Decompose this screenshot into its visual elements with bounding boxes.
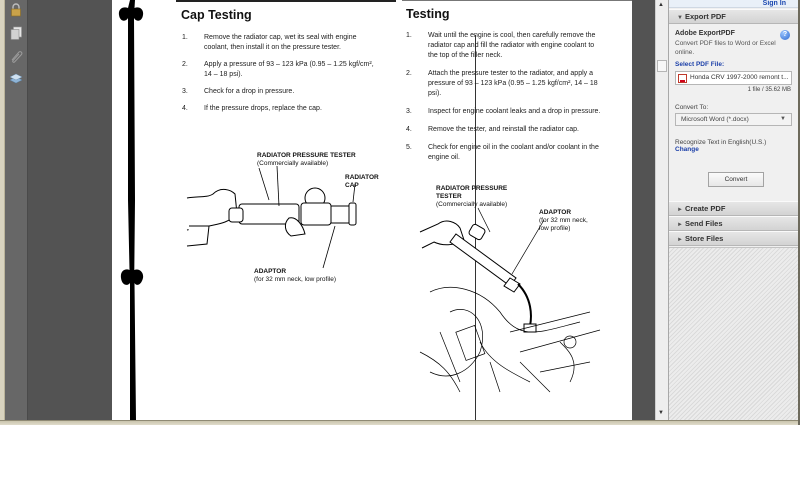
- convert-to-dropdown[interactable]: Microsoft Word (*.docx) ▼: [675, 113, 792, 126]
- select-pdf-file-label: Select PDF File:: [675, 61, 725, 68]
- selected-file-field[interactable]: Honda CRV 1997-2000 remont t...: [675, 71, 792, 85]
- page-top-rule-right: [402, 0, 632, 1]
- export-pdf-header[interactable]: ▼ Export PDF: [669, 9, 799, 24]
- callout-adaptor-2: ADAPTOR (for 32 mm neck, low profile): [539, 209, 588, 232]
- testing-illustration: [420, 212, 600, 392]
- pdf-file-icon: [678, 74, 687, 83]
- convert-to-label: Convert To:: [675, 104, 709, 111]
- document-viewer[interactable]: [28, 0, 655, 420]
- layers-icon[interactable]: [9, 72, 23, 86]
- cap-testing-steps: [182, 33, 382, 114]
- scroll-down-arrow-icon[interactable]: ▼: [658, 410, 664, 416]
- navigation-pane: [5, 0, 28, 420]
- export-pdf-title: Adobe ExportPDF: [675, 30, 735, 37]
- dropdown-caret-icon: ▼: [780, 116, 786, 122]
- step-item: 4. Remove the tester, and reinstall the radiator cap.: [406, 126, 579, 133]
- export-pdf-description: Convert PDF files to Word or Excel online.: [675, 40, 776, 56]
- sign-in-link[interactable]: Sign In: [762, 0, 786, 7]
- callout-adaptor: ADAPTOR (for 32 mm neck, low profile): [254, 268, 336, 283]
- file-info: 1 file / 35.62 MB: [747, 87, 791, 93]
- document-vertical-scrollbar[interactable]: [655, 0, 668, 420]
- help-icon[interactable]: ?: [780, 30, 790, 40]
- pages-icon[interactable]: [9, 26, 23, 40]
- step-item: 1. Remove the radiator cap, wet its seal with engine coolant, then install it on the pressure tester.: [182, 34, 357, 51]
- step-item: 2. Apply a pressure of 93 – 123 kPa (0.95 – 1.25 kgf/cm², 14 – 18 psi).: [182, 61, 374, 78]
- panel-empty-area: [669, 247, 799, 420]
- step-item: 5. Check for engine oil in the coolant and/or coolant in the engine oil.: [406, 144, 599, 161]
- send-files-header[interactable]: ► Send Files: [669, 216, 799, 231]
- callout-radiator-pressure-tester: RADIATOR PRESSURE TESTER (Commercially available): [257, 152, 356, 167]
- change-language-link[interactable]: Change: [675, 146, 699, 153]
- create-pdf-header[interactable]: ► Create PDF: [669, 201, 799, 216]
- window-frame-bottom: [0, 420, 800, 425]
- section-title-testing: Testing: [406, 7, 450, 21]
- step-item: 3. Inspect for engine coolant leaks and a drop in pressure.: [406, 108, 601, 115]
- recognize-text-label: Recognize Text in English(U.S.): [675, 139, 767, 146]
- callout-radiator-pressure-tester-2: RADIATOR PRESSURE TESTER (Commercially available): [436, 185, 508, 208]
- binding-spine: [117, 0, 147, 420]
- step-item: 3. Check for a drop in pressure.: [182, 88, 295, 95]
- testing-steps: [406, 31, 602, 163]
- lock-icon[interactable]: [9, 3, 23, 17]
- export-pdf-body: [669, 24, 799, 200]
- scroll-up-arrow-icon[interactable]: ▲: [658, 2, 664, 8]
- collapsed-triangle-icon: ►: [677, 207, 683, 213]
- tools-panel: [668, 0, 798, 420]
- step-item: 1. Wait until the engine is cool, then carefully remove the radiator cap and fill the radiator with engine coolant to the top of the filler neck.: [406, 32, 596, 59]
- pdf-page: [112, 0, 632, 420]
- section-title-cap-testing: Cap Testing: [181, 8, 252, 22]
- scrollbar-thumb[interactable]: [657, 60, 667, 72]
- step-item: 2. Attach the pressure tester to the radiator, and apply a pressure of 93 – 123 kPa (0.95 – 1.25 kgf/cm², 14 – 18 psi).: [406, 70, 598, 97]
- store-files-header[interactable]: ► Store Files: [669, 231, 799, 246]
- expanded-triangle-icon: ▼: [677, 15, 683, 21]
- cap-testing-illustration: [187, 168, 367, 268]
- collapsed-triangle-icon: ►: [677, 237, 683, 243]
- step-item: 4. If the pressure drops, replace the cap.: [182, 105, 322, 112]
- attachment-icon[interactable]: [9, 49, 23, 63]
- page-top-rule: [176, 0, 396, 2]
- callout-radiator-cap: RADIATOR CAP: [345, 174, 379, 189]
- collapsed-triangle-icon: ►: [677, 222, 683, 228]
- convert-button[interactable]: Convert: [708, 172, 764, 187]
